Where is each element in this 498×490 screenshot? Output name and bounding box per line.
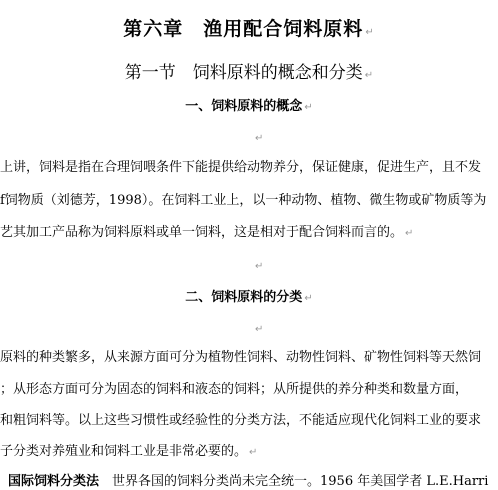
paragraph-line: 和粗饲料等。以上这些习惯性或经验性的分类方法，不能适应现代化饲料工业的要求 bbox=[0, 413, 482, 428]
paragraph-line: 原料的种类繁多，从来源方面可分为植物性饲料、动物性饲料、矿物性饲料等天然饲 bbox=[0, 350, 482, 365]
paragraph-line-text: 子分类对养殖业和饲料工业是非常必要的。 bbox=[0, 444, 248, 459]
paragraph-mark-icon: ↵ bbox=[304, 293, 313, 304]
paragraph-line: 上讲，饲料是指在合理饲喂条件下能提供给动物养分，保证健康，促进生产，且不发 bbox=[0, 160, 482, 175]
chapter-title-text: 第六章 渔用配合饲料原料 bbox=[123, 18, 364, 40]
empty-paragraph bbox=[253, 317, 263, 336]
paragraph-mark-icon: ↵ bbox=[405, 228, 414, 239]
paragraph-line: f饲物质（刘德芳，1998）。在饲料工业上，以一种动物、植物、微生物或矿物质等为 bbox=[0, 193, 487, 208]
empty-paragraph bbox=[253, 254, 263, 273]
paragraph-line: ；从形态方面可分为固态的饲料和液态的饲料；从所提供的养分种类和数量方面， bbox=[0, 382, 469, 397]
paragraph-mark-icon: ↵ bbox=[255, 133, 264, 144]
subsection-heading-text: 一、饲料原料的概念 bbox=[185, 99, 303, 114]
paragraph-line-text: 世界各国的饲料分类尚未完全统一。1956 年美国学者 L.E.Harri bbox=[99, 474, 489, 489]
paragraph-line-text: 艺其加工产品称为饲料原料或单一饲料，这是相对于配合饲料而言的。 bbox=[0, 225, 404, 240]
paragraph-mark-icon: ↵ bbox=[365, 27, 375, 38]
section-title-text: 第一节 饲料原料的概念和分类 bbox=[124, 63, 363, 83]
subsection-heading-concept bbox=[0, 95, 498, 114]
empty-paragraph bbox=[253, 126, 263, 145]
paragraph-line bbox=[8, 470, 488, 489]
section-title bbox=[0, 58, 498, 83]
paragraph-line bbox=[0, 221, 413, 240]
subsection-heading-text: 二、饲料原料的分类 bbox=[185, 290, 303, 305]
paragraph-line bbox=[0, 440, 257, 459]
paragraph-mark-icon: ↵ bbox=[304, 102, 313, 113]
paragraph-mark-icon: ↵ bbox=[255, 324, 264, 335]
subsection-heading-classification bbox=[0, 286, 498, 305]
paragraph-lead-term: 国际饲料分类法 bbox=[8, 474, 100, 489]
paragraph-mark-icon: ↵ bbox=[249, 447, 258, 458]
paragraph-mark-icon: ↵ bbox=[364, 70, 374, 81]
chapter-title bbox=[0, 14, 498, 41]
paragraph-mark-icon: ↵ bbox=[255, 261, 264, 272]
